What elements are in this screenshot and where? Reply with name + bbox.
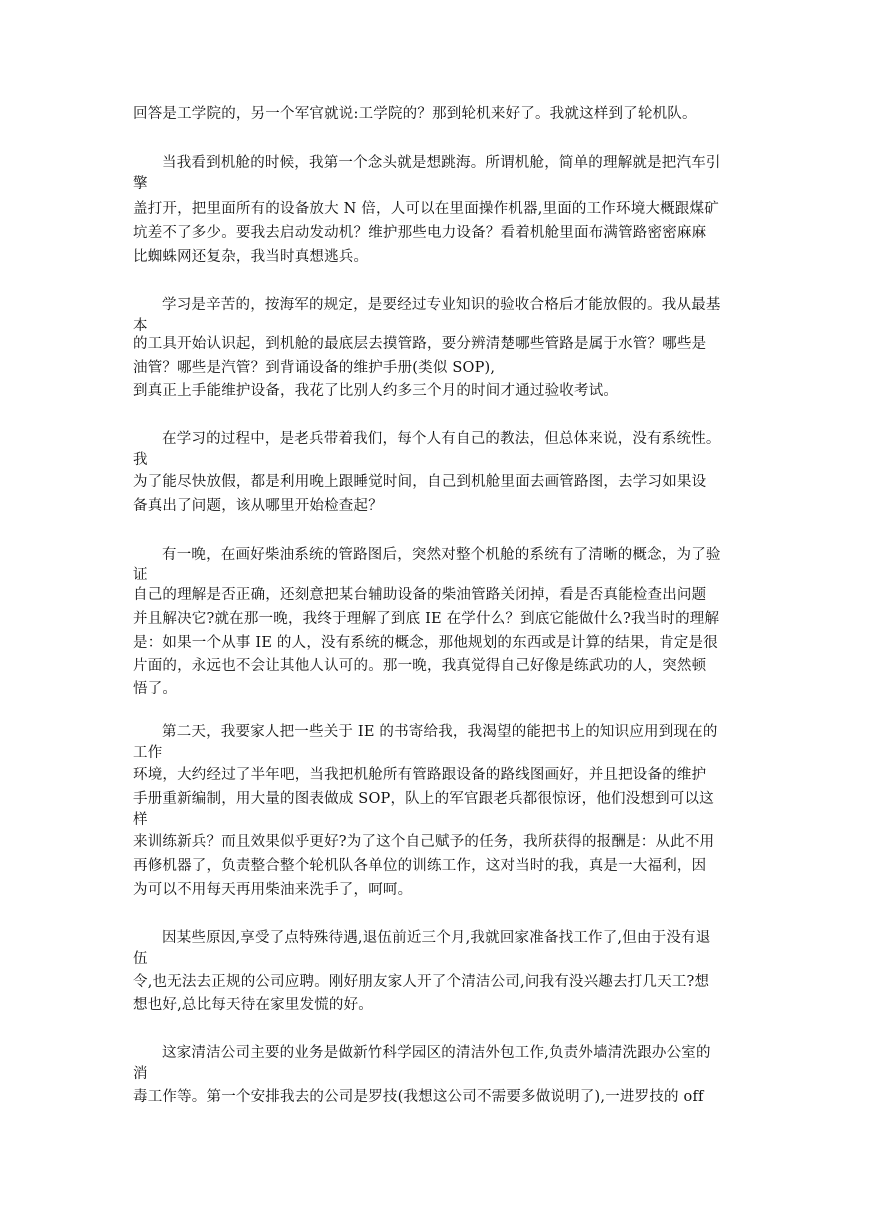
text-line: 当我看到机舱的时候，我第一个念头就是想跳海。所谓机舱，简单的理解就是把汽车引 <box>162 155 721 171</box>
text-line: 工作 <box>133 745 163 761</box>
text-line: 学习是辛苦的，按海军的规定，是要经过专业知识的验收合格后才能放假的。我从最基 <box>162 297 721 313</box>
text-line: 比蜘蛛网还复杂，我当时真想逃兵。 <box>133 249 369 265</box>
text-line: 再修机器了，负责整合整个轮机队各单位的训练工作，这对当时的我，真是一大福利，因 <box>133 858 707 874</box>
text-line: 到真正上手能维护设备，我花了比别人约多三个月的时间才通过验收考试。 <box>133 383 619 399</box>
text-line: 令,也无法去正规的公司应聘。刚好朋友家人开了个清洁公司,问我有没兴趣去打几天工?想 <box>133 974 710 990</box>
text-line: 为了能尽快放假，都是利用晚上跟睡觉时间，自己到机舱里面去画管路图，去学习如果设 <box>133 474 707 490</box>
text-line: 证 <box>133 567 148 583</box>
text-line: 因某些原因,享受了点特殊待遇,退伍前近三个月,我就回家准备找工作了,但由于没有退 <box>162 930 711 946</box>
text-line: 油管？哪些是汽管？到背诵设备的维护手册(类似 SOP), <box>133 360 496 376</box>
text-line: 本 <box>133 318 148 334</box>
text-line: 备真出了问题，该从哪里开始检查起？ <box>133 498 383 514</box>
text-line: 坑差不了多少。要我去启动发动机？维护那些电力设备？看着机舱里面布满管路密密麻麻 <box>133 225 707 241</box>
text-line: 消 <box>133 1066 148 1082</box>
text-line: 悟了。 <box>133 681 178 697</box>
text-line: 环境，大约经过了半年吧，当我把机舱所有管路跟设备的路线图画好，并且把设备的维护 <box>133 767 707 783</box>
text-line: 在学习的过程中，是老兵带着我们，每个人有自己的教法，但总体来说，没有系统性。 <box>162 431 721 447</box>
text-line: 来训练新兵？而且效果似乎更好?为了这个自己赋予的任务，我所获得的报酬是：从此不用 <box>133 834 715 850</box>
text-line: 这家清洁公司主要的业务是做新竹科学园区的清洁外包工作,负责外墙清洗跟办公室的 <box>162 1045 711 1061</box>
text-line: 盖打开，把里面所有的设备放大 N 倍，人可以在里面操作机器,里面的工作环境大概跟煤矿 <box>133 201 719 217</box>
text-line: 擎 <box>133 176 148 192</box>
text-line: 的工具开始认识起，到机舱的最底层去摸管路，要分辨清楚哪些管路是属于水管？哪些是 <box>133 336 707 352</box>
text-line: 片面的，永远也不会让其他人认可的。那一晚，我真觉得自己好像是练武功的人，突然顿 <box>133 658 707 674</box>
text-line: 并且解决它?就在那一晚，我终于理解了到底 IE 在学什么？到底它能做什么?我当时的理解 <box>133 611 720 627</box>
text-line: 为可以不用每天再用柴油来洗手了，呵呵。 <box>133 882 413 898</box>
text-line: 自己的理解是否正确，还刻意把某台辅助设备的柴油管路关闭掉，看是否真能检查出问题 <box>133 587 707 603</box>
text-line: 是：如果一个从事 IE 的人，没有系统的概念，那他规划的东西或是计算的结果，肯定是很 <box>133 635 718 651</box>
text-line: 有一晚，在画好柴油系统的管路图后，突然对整个机舱的系统有了清晰的概念，为了验 <box>162 547 721 563</box>
text-line: 回答是工学院的，另一个军官就说:工学院的？那到轮机来好了。我就这样到了轮机队。 <box>133 106 697 122</box>
text-line: 我 <box>133 452 148 468</box>
text-line: 伍 <box>133 951 148 967</box>
text-line: 样 <box>133 812 148 828</box>
text-line: 手册重新编制，用大量的图表做成 SOP，队上的军官跟老兵都很惊讶，他们没想到可以这 <box>133 791 714 807</box>
text-line: 毒工作等。第一个安排我去的公司是罗技(我想这公司不需要多做说明了),一进罗技的 off <box>133 1089 704 1105</box>
text-line: 第二天，我要家人把一些关于 IE 的书寄给我，我渴望的能把书上的知识应用到现在的 <box>162 724 718 740</box>
text-line: 想也好,总比每天待在家里发慌的好。 <box>133 997 374 1013</box>
